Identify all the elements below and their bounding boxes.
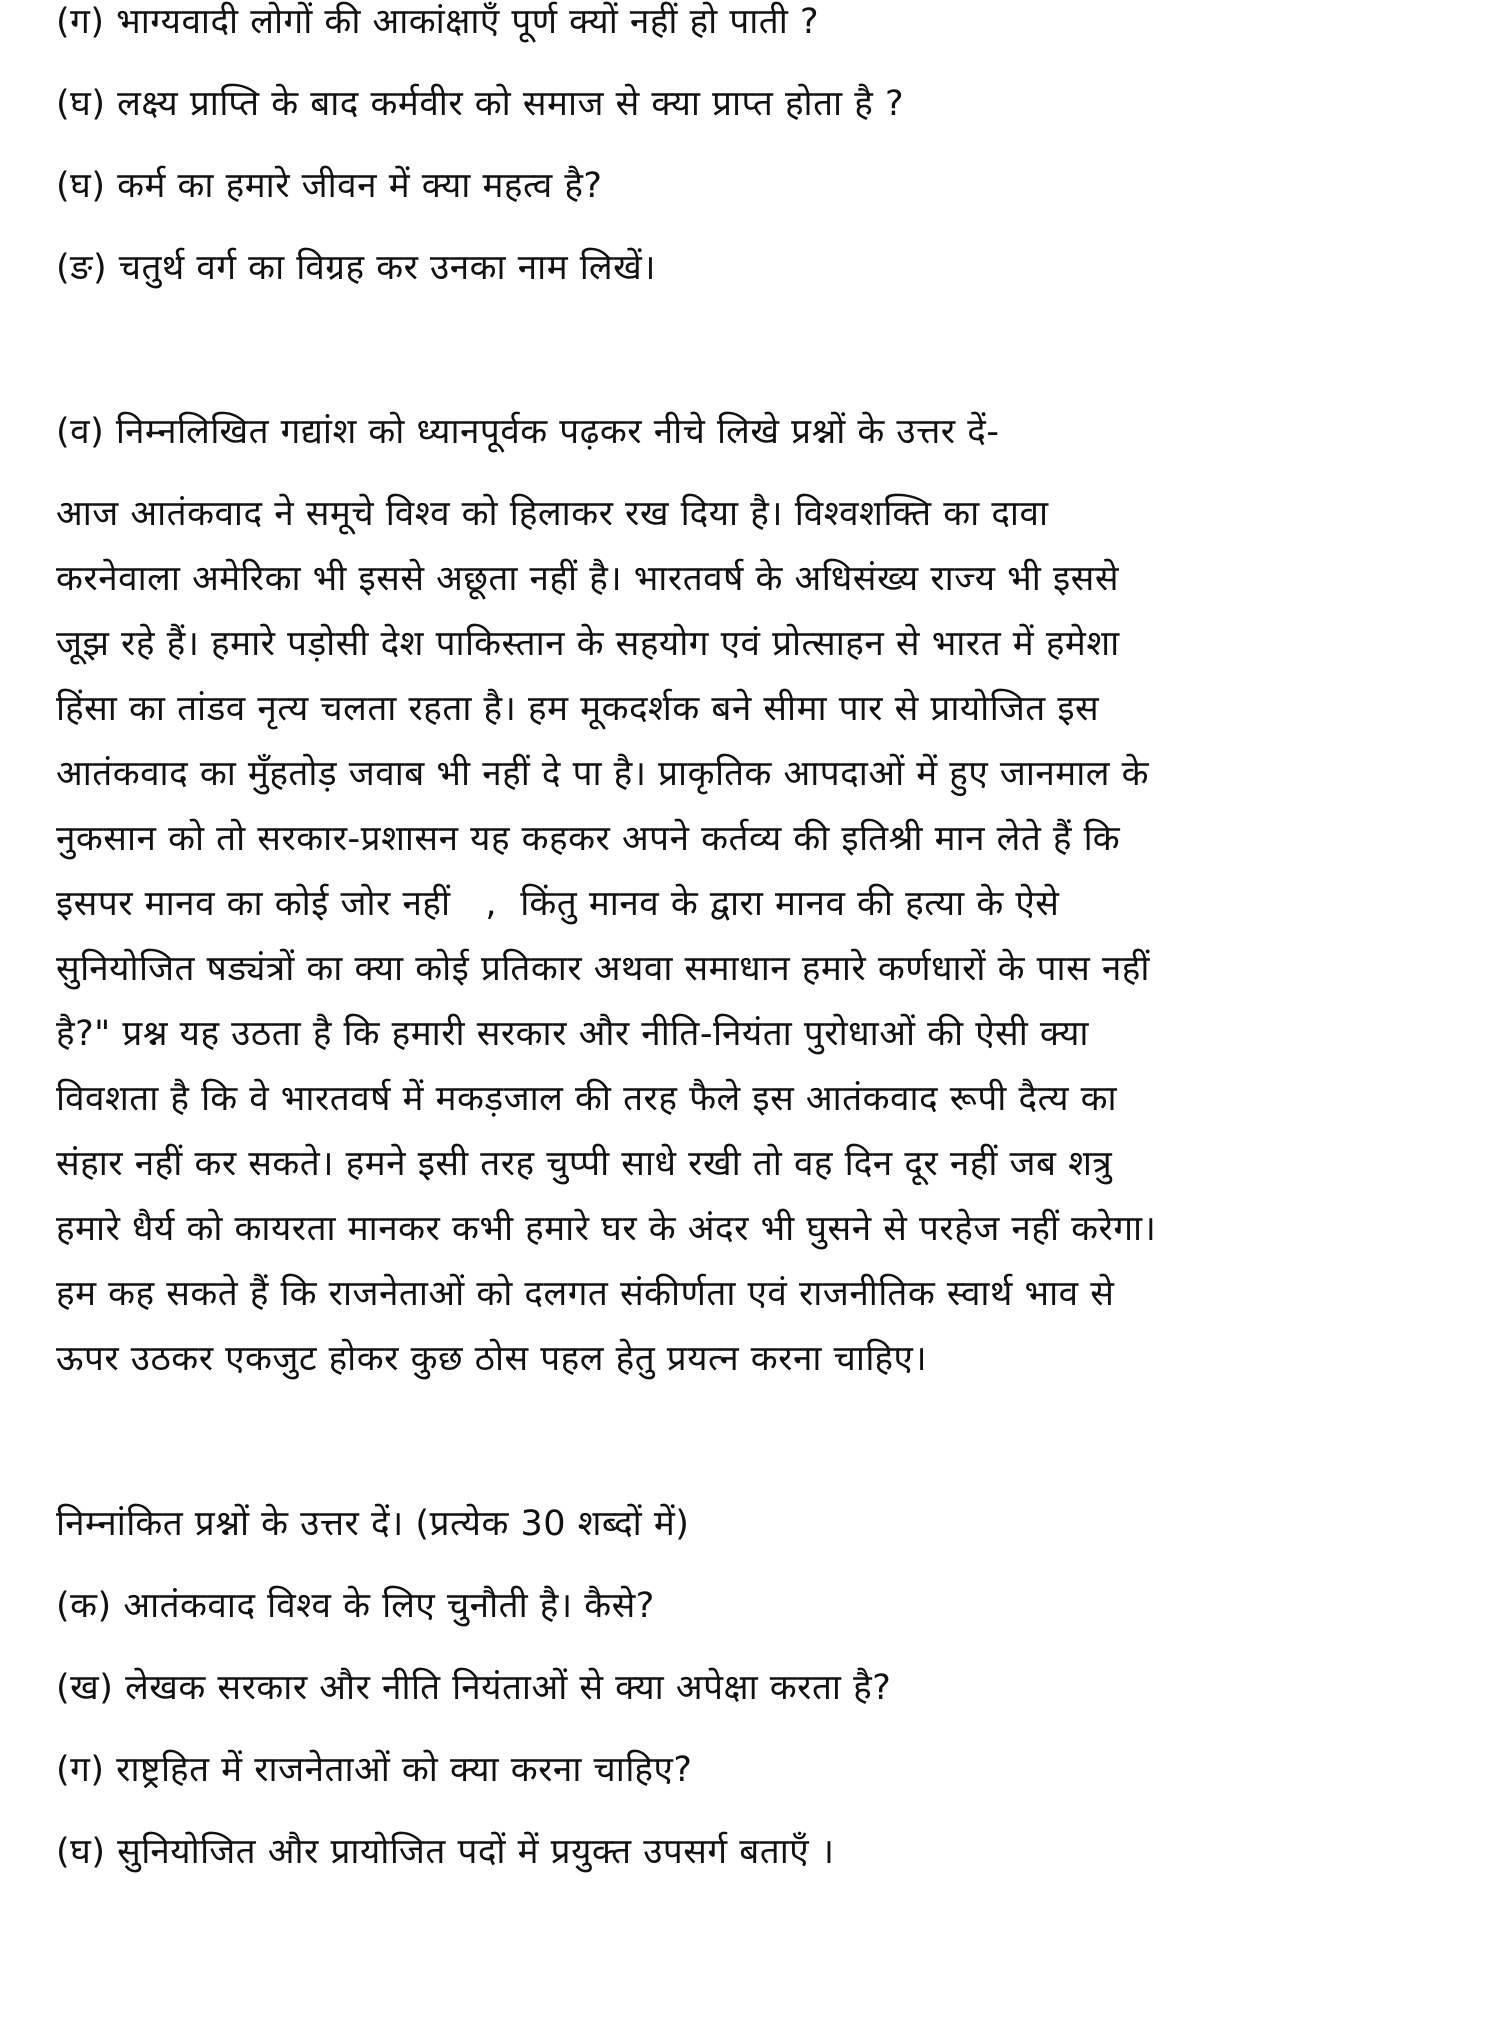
question-kha: (ख) लेखक सरकार और नीति नियंताओं से क्या अपेक्षा करता है? [56,1668,892,1708]
questions-heading: निम्नांकित प्रश्नों के उत्तर दें। (प्रत्येक 30 शब्दों में) [56,1504,690,1544]
passage-line: है?" प्रश्न यह उठता है कि हमारी सरकार और नीति-नियंता पुरोधाओं की ऐसी क्या [56,1014,1089,1054]
passage-line: नुकसान को तो सरकार-प्रशासन यह कहकर अपने कर्तव्य की इतिश्री मान लेते हैं कि [56,819,1121,859]
section-v-instruction: (व) निम्नलिखित गद्यांश को ध्यानपूर्वक पढ़कर नीचे लिखे प्रश्नों के उत्तर दें- [56,412,1000,452]
passage-line: इसपर मानव का कोई जोर नहीं , किंतु मानव के द्वारा मानव की हत्या के ऐसे [56,884,1060,924]
passage-line: हमारे धैर्य को कायरता मानकर कभी हमारे घर के अंदर भी घुसने से परहेज नहीं करेगा। [56,1209,1157,1249]
passage-line: जूझ रहे हैं। हमारे पड़ोसी देश पाकिस्तान के सहयोग एवं प्रोत्साहन से भारत में हमेशा [56,624,1120,664]
question-ga-top: (ग) भाग्यवादी लोगों की आकांक्षाएँ पूर्ण क्यों नहीं हो पाती ? [56,2,820,42]
passage-line: ऊपर उठकर एकजुट होकर कुछ ठोस पहल हेतु प्रयत्न करना चाहिए। [56,1339,928,1379]
passage-line: आतंकवाद का मुँहतोड़ जवाब भी नहीं दे पा है। प्राकृतिक आपदाओं में हुए जानमाल के [56,754,1150,794]
passage-line: करनेवाला अमेरिका भी इससे अछूता नहीं है। भारतवर्ष के अधिसंख्य राज्य भी इससे [56,559,1119,599]
question-ga: (ग) राष्ट्रहित में राजनेताओं को क्या करना चाहिए? [56,1750,693,1790]
passage-line: विवशता है कि वे भारतवर्ष में मकड़जाल की तरह फैले इस आतंकवाद रूपी दैत्य का [56,1079,1118,1119]
passage-line: हिंसा का तांडव नृत्य चलता रहता है। हम मूकदर्शक बने सीमा पार से प्रायोजित इस [56,689,1100,729]
question-nga: (ङ) चतुर्थ वर्ग का विग्रह कर उनका नाम लिखें। [56,248,656,288]
passage-line: हम कह सकते हैं कि राजनेताओं को दलगत संकीर्णता एवं राजनीतिक स्वार्थ भाव से [56,1274,1115,1314]
passage-line: सुनियोजित षड्यंत्रों का क्या कोई प्रतिकार अथवा समाधान हमारे कर्णधारों के पास नहीं [56,949,1150,989]
passage-line: आज आतंकवाद ने समूचे विश्व को हिलाकर रख दिया है। विश्वशक्ति का दावा [56,494,1049,534]
question-gha: (घ) सुनियोजित और प्रायोजित पदों में प्रयुक्त उपसर्ग बताएँ । [56,1832,835,1872]
question-gha-2: (घ) कर्म का हमारे जीवन में क्या महत्व है? [56,166,603,206]
question-ka: (क) आतंकवाद विश्व के लिए चुनौती है। कैसे? [56,1586,655,1626]
question-gha-1: (घ) लक्ष्य प्राप्ति के बाद कर्मवीर को समाज से क्या प्राप्त होता है ? [56,84,905,124]
passage-line: संहार नहीं कर सकते। हमने इसी तरह चुप्पी साधे रखी तो वह दिन दूर नहीं जब शत्रु [56,1144,1113,1184]
